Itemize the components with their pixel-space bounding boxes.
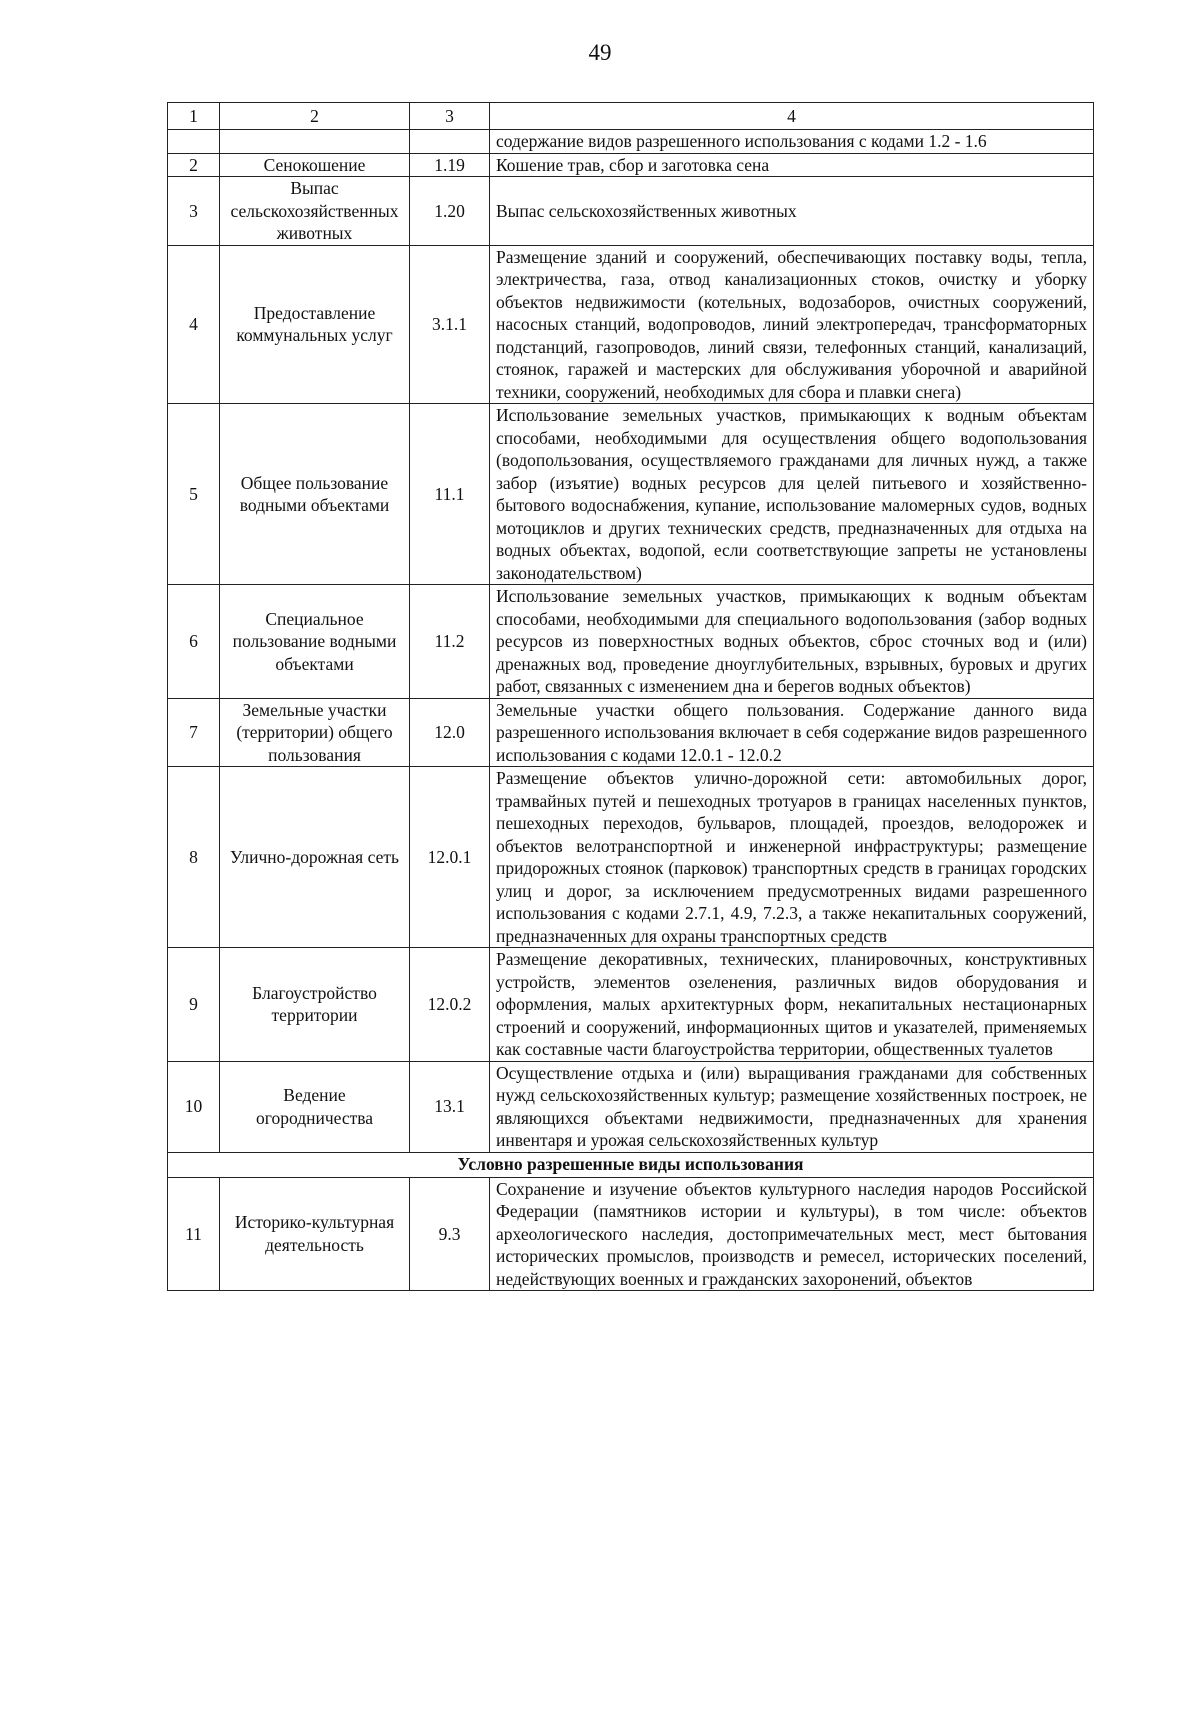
use-type-name: Предоставление коммунальных услуг [220, 245, 410, 404]
table-row [168, 245, 1094, 404]
table-header-row [168, 103, 1094, 130]
row-number: 5 [168, 404, 220, 585]
use-type-name: Специальное пользование водными объектами [220, 585, 410, 699]
use-type-name: Выпас сельскохозяйственных животных [220, 177, 410, 246]
use-type-name: Сенокошение [220, 153, 410, 177]
use-type-description: Сохранение и изучение объектов культурного наследия народов Российской Федерации (памятников истории и культуры), в том числе: объектов археологического наследия, достопримечательных мест, мест бытования исторических промыслов, производств и ремесел, исторических поселений, недействующих военных и гражданских захоронений, объектов [490, 1177, 1094, 1291]
use-type-description: Кошение трав, сбор и заготовка сена [490, 153, 1094, 177]
use-type-code: 3.1.1 [410, 245, 490, 404]
use-type-description: Размещение декоративных, технических, планировочных, конструктивных устройств, элементов озеленения, различных видов оборудования и оформления, малых архитектурных форм, некапитальных нестационарных строений и сооружений, информационных щитов и указателей, применяемых как составные части благоустройства территории, общественных туалетов [490, 948, 1094, 1062]
row-number: 10 [168, 1061, 220, 1152]
use-type-description: Использование земельных участков, примыкающих к водным объектам способами, необходимыми для осуществления общего водопользования (водопользования, осуществляемого гражданами для личных нужд, а также забор (изъятие) водных ресурсов для целей питьевого и хозяйственно-бытового водоснабжения, купание, использование маломерных судов, водных мотоциклов и других технических средств, предназначенных для отдыха на водных объектах, водопой, если соответствующие запреты не установлены законодательством) [490, 404, 1094, 585]
use-type-description: Выпас сельскохозяйственных животных [490, 177, 1094, 246]
use-type-name: Благоустройство территории [220, 948, 410, 1062]
use-type-code: 13.1 [410, 1061, 490, 1152]
header-col-2: 2 [220, 103, 410, 130]
use-type-description: Использование земельных участков, примыкающих к водным объектам способами, необходимыми для специального водопользования (забор водных ресурсов из поверхностных водных объектов, сброс сточных вод и (или) дренажных вод, проведение дноуглубительных, взрывных, буровых и других работ, связанных с изменением дна и берегов водных объектов) [490, 585, 1094, 699]
row-number [168, 130, 220, 154]
row-number: 2 [168, 153, 220, 177]
table-row [168, 1061, 1094, 1152]
use-type-description: Осуществление отдыха и (или) выращивания гражданами для собственных нужд сельскохозяйственных культур; размещение хозяйственных построек, не являющихся объектами недвижимости, предназначенных для хранения инвентаря и урожая сельскохозяйственных культур [490, 1061, 1094, 1152]
use-type-description: содержание видов разрешенного использования с кодами 1.2 - 1.6 [490, 130, 1094, 154]
row-number: 7 [168, 698, 220, 767]
use-type-code: 9.3 [410, 1177, 490, 1291]
use-type-name [220, 130, 410, 154]
section-title: Условно разрешенные виды использования [168, 1152, 1094, 1177]
use-type-description: Размещение зданий и сооружений, обеспечивающих поставку воды, тепла, электричества, газа, отвод канализационных стоков, очистку и уборку объектов недвижимости (котельных, водозаборов, очистных сооружений, насосных станций, водопроводов, линий электропередач, трансформаторных подстанций, газопроводов, линий связи, телефонных станций, канализаций, стоянок, гаражей и мастерских для обслуживания уборочной и аварийной техники, сооружений, необходимых для сбора и плавки снега) [490, 245, 1094, 404]
use-type-name: Историко-культурная деятельность [220, 1177, 410, 1291]
table-row [168, 1177, 1094, 1291]
row-number: 3 [168, 177, 220, 246]
use-type-description: Размещение объектов улично-дорожной сети: автомобильных дорог, трамвайных путей и пешеходных тротуаров в границах населенных пунктов, пешеходных переходов, бульваров, площадей, проездов, велодорожек и объектов велотранспортной и инженерной инфраструктуры; размещение придорожных стоянок (парковок) транспортных средств в границах городских улиц и дорог, за исключением предусмотренных видами разрешенного использования с кодами 2.7.1, 4.9, 7.2.3, а также некапитальных сооружений, предназначенных для охраны транспортных средств [490, 767, 1094, 948]
use-type-code: 11.1 [410, 404, 490, 585]
table-row [168, 130, 1094, 154]
section-header-row [168, 1152, 1094, 1177]
use-type-name: Земельные участки (территории) общего пользования [220, 698, 410, 767]
header-col-4: 4 [490, 103, 1094, 130]
table-row [168, 153, 1094, 177]
use-type-code: 12.0 [410, 698, 490, 767]
row-number: 11 [168, 1177, 220, 1291]
use-type-code [410, 130, 490, 154]
row-number: 8 [168, 767, 220, 948]
page-number: 49 [588, 40, 612, 65]
use-type-code: 12.0.1 [410, 767, 490, 948]
use-type-code: 12.0.2 [410, 948, 490, 1062]
table-row [168, 948, 1094, 1062]
row-number: 9 [168, 948, 220, 1062]
use-type-name: Общее пользование водными объектами [220, 404, 410, 585]
use-type-code: 11.2 [410, 585, 490, 699]
header-col-1: 1 [168, 103, 220, 130]
table-row [168, 404, 1094, 585]
table-row [168, 177, 1094, 246]
use-type-name: Улично-дорожная сеть [220, 767, 410, 948]
land-use-table [167, 102, 1094, 1291]
row-number: 6 [168, 585, 220, 699]
use-type-description: Земельные участки общего пользования. Содержание данного вида разрешенного использования включает в себя содержание видов разрешенного использования с кодами 12.0.1 - 12.0.2 [490, 698, 1094, 767]
row-number: 4 [168, 245, 220, 404]
use-type-code: 1.19 [410, 153, 490, 177]
use-type-name: Ведение огородничества [220, 1061, 410, 1152]
use-type-code: 1.20 [410, 177, 490, 246]
table-row [168, 698, 1094, 767]
table-row [168, 585, 1094, 699]
table-row [168, 767, 1094, 948]
header-col-3: 3 [410, 103, 490, 130]
